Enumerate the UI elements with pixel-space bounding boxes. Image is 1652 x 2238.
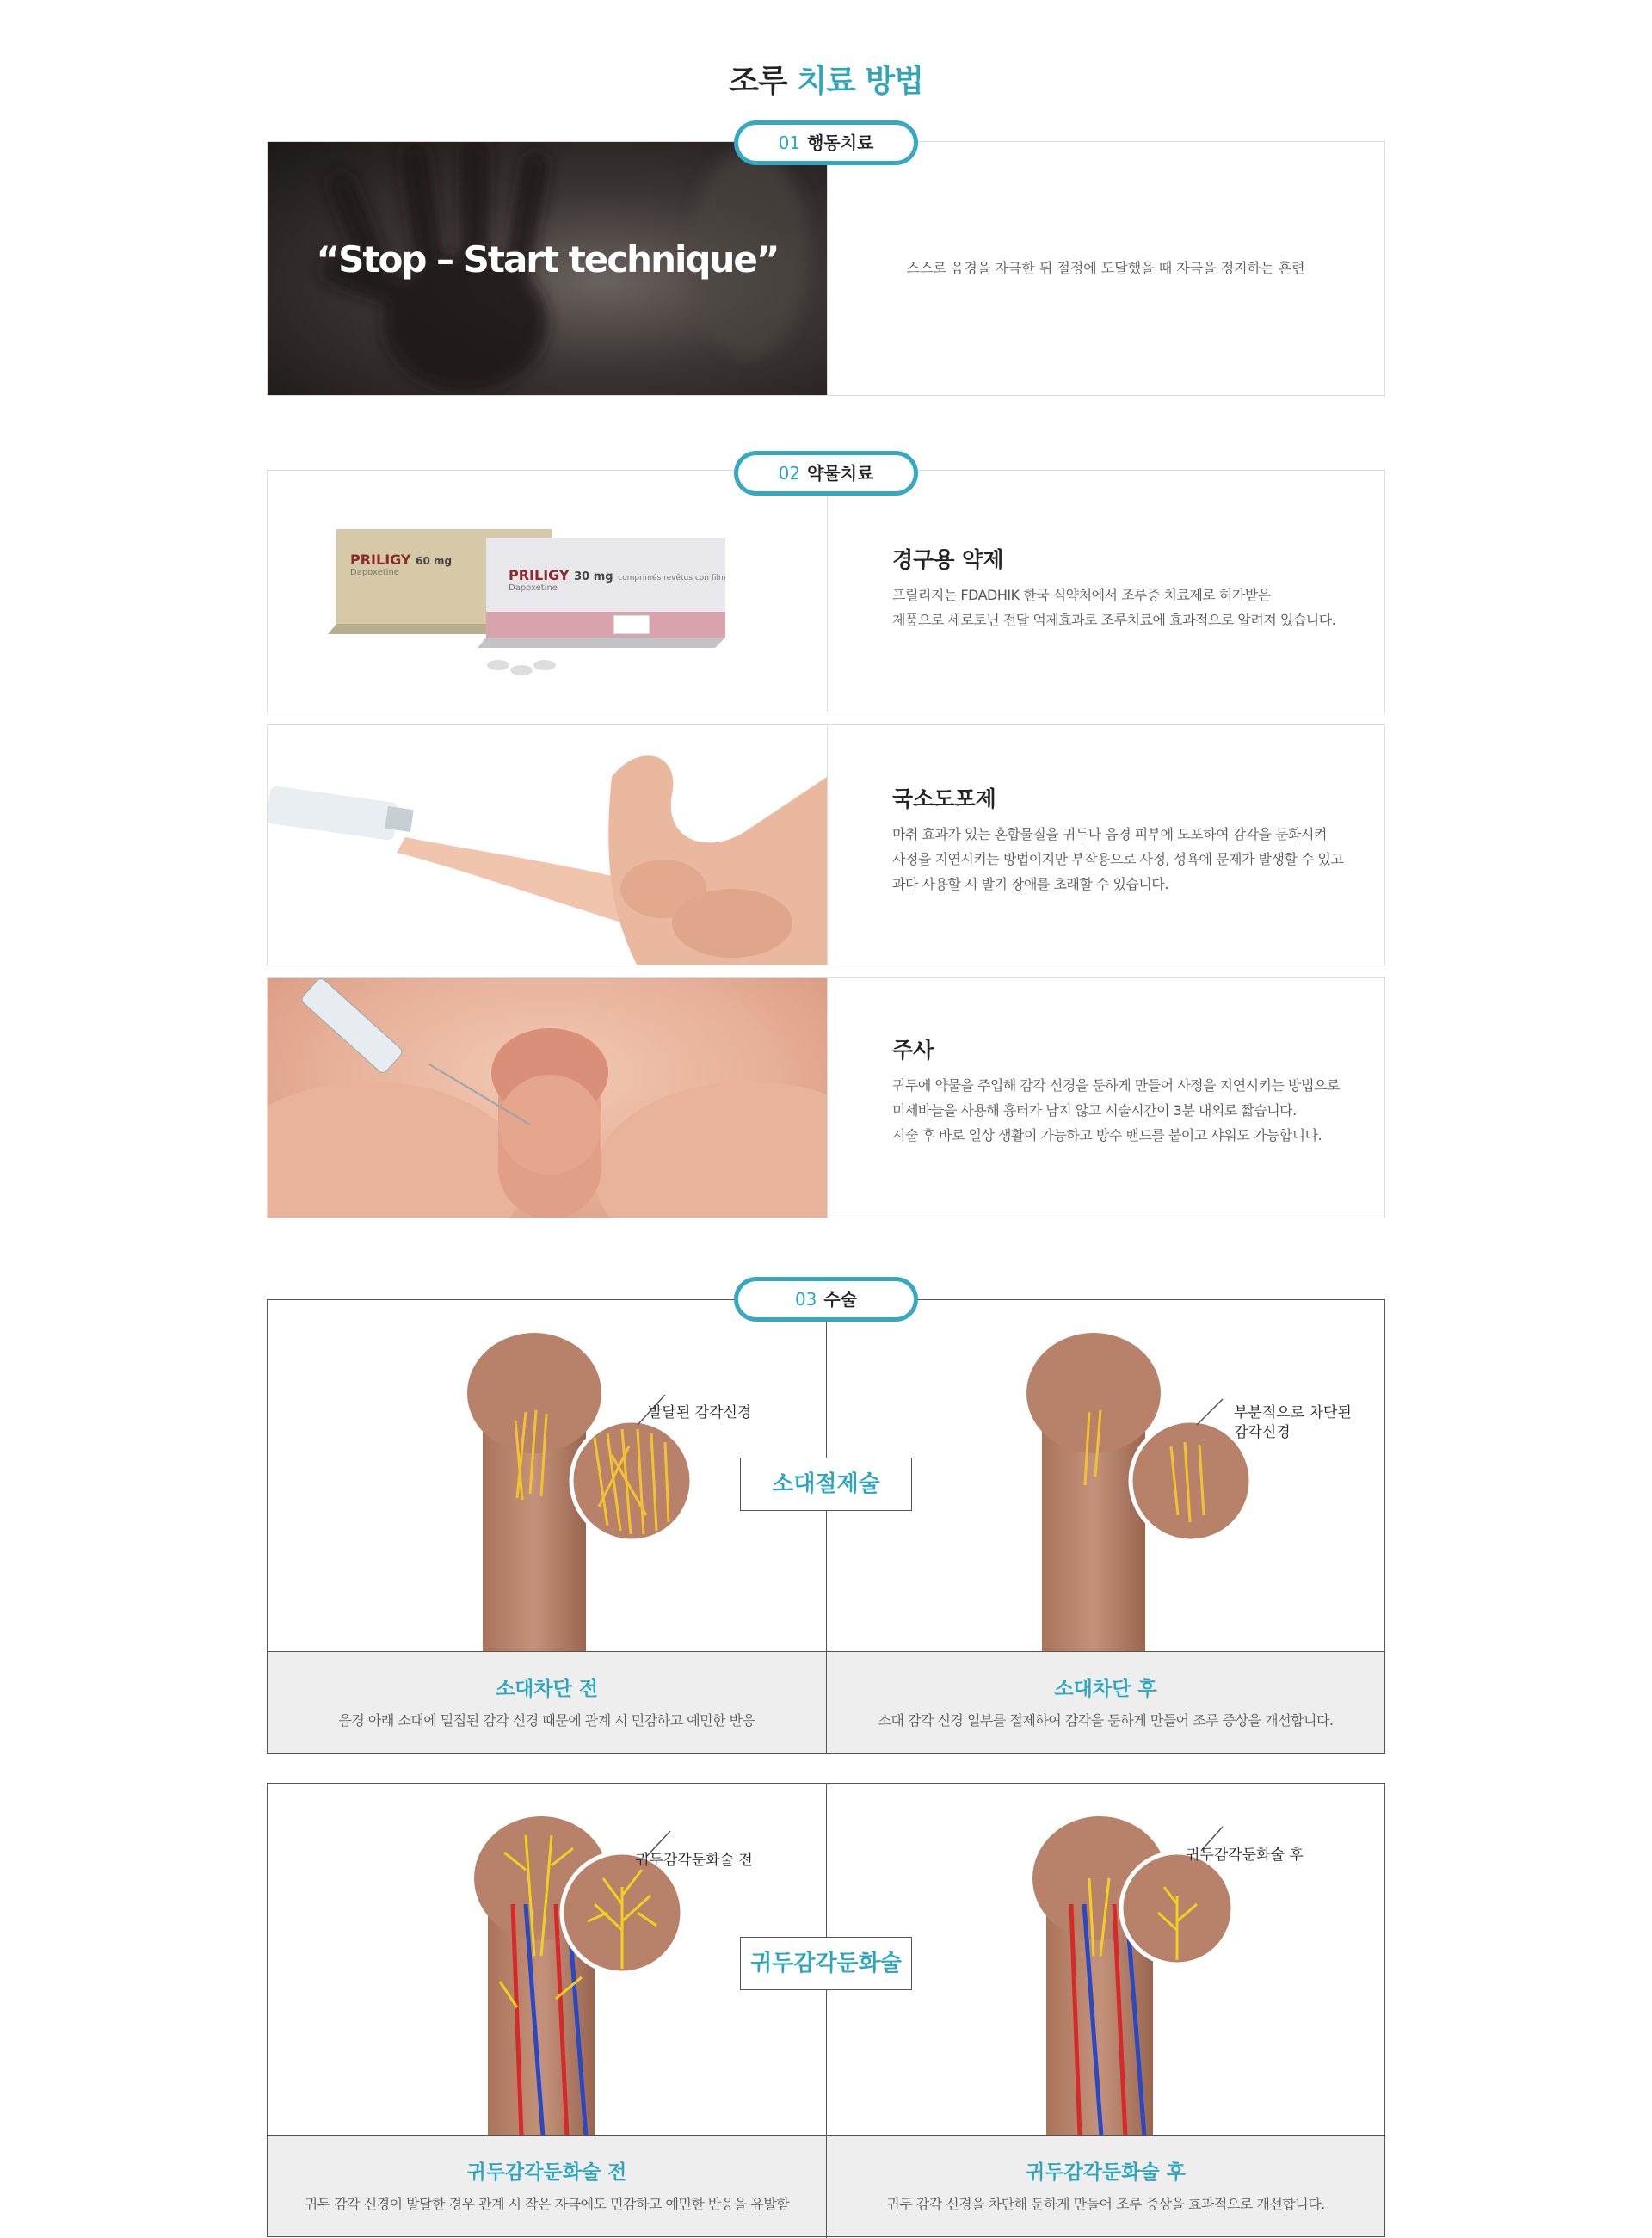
stop-start-overlay-text: “Stop – Start technique” bbox=[316, 238, 779, 281]
priligy-box1-label: PRILIGY 60 mg bbox=[350, 552, 453, 568]
drug-item-injection bbox=[267, 977, 1385, 1218]
glans-before-caption: 귀두감각둔화술 전 귀두 감각 신경이 발달한 경우 관계 시 작은 자극에도 민감하고 예민한 반응을 유발함 bbox=[268, 2135, 826, 2236]
stop-start-photo bbox=[268, 142, 827, 395]
frenulectomy-tag: 소대절제술 bbox=[740, 1458, 912, 1511]
priligy-box2-label: PRILIGY 30 mg comprimés revêtus con film bbox=[509, 567, 726, 583]
before-frenulum-note: 발달된 감각신경 bbox=[648, 1404, 752, 1421]
oral-drug-title: 경구용 약제 bbox=[892, 547, 1004, 572]
frenulectomy-panel bbox=[267, 1299, 1385, 1754]
after-frenulum-note: 부분적으로 차단된 감각신경 bbox=[1234, 1404, 1352, 1441]
injection-desc: 귀두에 약물을 주입해 감각 신경을 둔하게 만들어 사정을 지연시키는 방법으로 미세바늘을 사용해 흉터가 남지 않고 시술시간이 3분 내외로 짧습니다. 시술 후 바로 일상 생활이 가능하고 방수 밴드를 붙이고 샤워도 가능합니다. bbox=[892, 1077, 1340, 1144]
behavior-box bbox=[267, 141, 1385, 396]
frenulum-before-caption: 소대차단 전 음경 아래 소대에 밀집된 감각 신경 때문에 관계 시 민감하고 예민한 반응 bbox=[268, 1651, 826, 1753]
topical-cream-photo bbox=[268, 725, 827, 965]
injection-photo bbox=[268, 978, 827, 1218]
topical-desc: 마취 효과가 있는 혼합물질을 귀두나 음경 피부에 도포하여 감각을 둔화시켜 사정을 지연시키는 방법이지만 부작용으로 사정, 성욕에 문제가 발생할 수 있고 과다 사용할 시 발기 장애를 초래할 수 있습니다. bbox=[892, 826, 1344, 892]
priligy-box1-sub: Dapoxetine bbox=[350, 568, 399, 577]
before-glans-note: 귀두감각둔화술 전 bbox=[635, 1852, 753, 1869]
glans-desensitization-tag: 귀두감각둔화술 bbox=[740, 1937, 912, 1990]
behavior-description: 스스로 음경을 자극한 뒤 절정에 도달했을 때 자극을 정지하는 훈련 bbox=[906, 260, 1305, 276]
priligy-product-photo bbox=[268, 471, 827, 712]
page-title: 조루 치료 방법 bbox=[729, 64, 923, 99]
drug-item-oral bbox=[267, 470, 1385, 712]
frenulum-after-caption: 소대차단 후 소대 감각 신경 일부를 절제하여 감각을 둔하게 만들어 조루 증상을 개선합니다. bbox=[827, 1651, 1384, 1753]
topical-title: 국소도포제 bbox=[892, 786, 996, 811]
section-badge-surgery: 03 수술 bbox=[734, 1277, 918, 1322]
priligy-box2-sub: Dapoxetine bbox=[509, 583, 558, 593]
section-badge-behavior: 01 행동치료 bbox=[734, 120, 918, 165]
oral-drug-desc: 프릴리지는 FDADHIK 한국 식약처에서 조루증 치료제로 허가받은 제품으로 세로토닌 전달 억제효과로 조루치료에 효과적으로 알려져 있습니다. bbox=[892, 587, 1336, 628]
drug-item-topical bbox=[267, 724, 1385, 965]
injection-title: 주사 bbox=[892, 1038, 934, 1063]
glans-desensitization-panel bbox=[267, 1783, 1385, 2237]
glans-after-caption: 귀두감각둔화술 후 귀두 감각 신경을 차단해 둔하게 만들어 조루 증상을 효과적으로 개선합니다. bbox=[827, 2135, 1384, 2236]
after-glans-note: 귀두감각둔화술 후 bbox=[1186, 1847, 1304, 1864]
section-badge-drug: 02 약물치료 bbox=[734, 451, 918, 496]
